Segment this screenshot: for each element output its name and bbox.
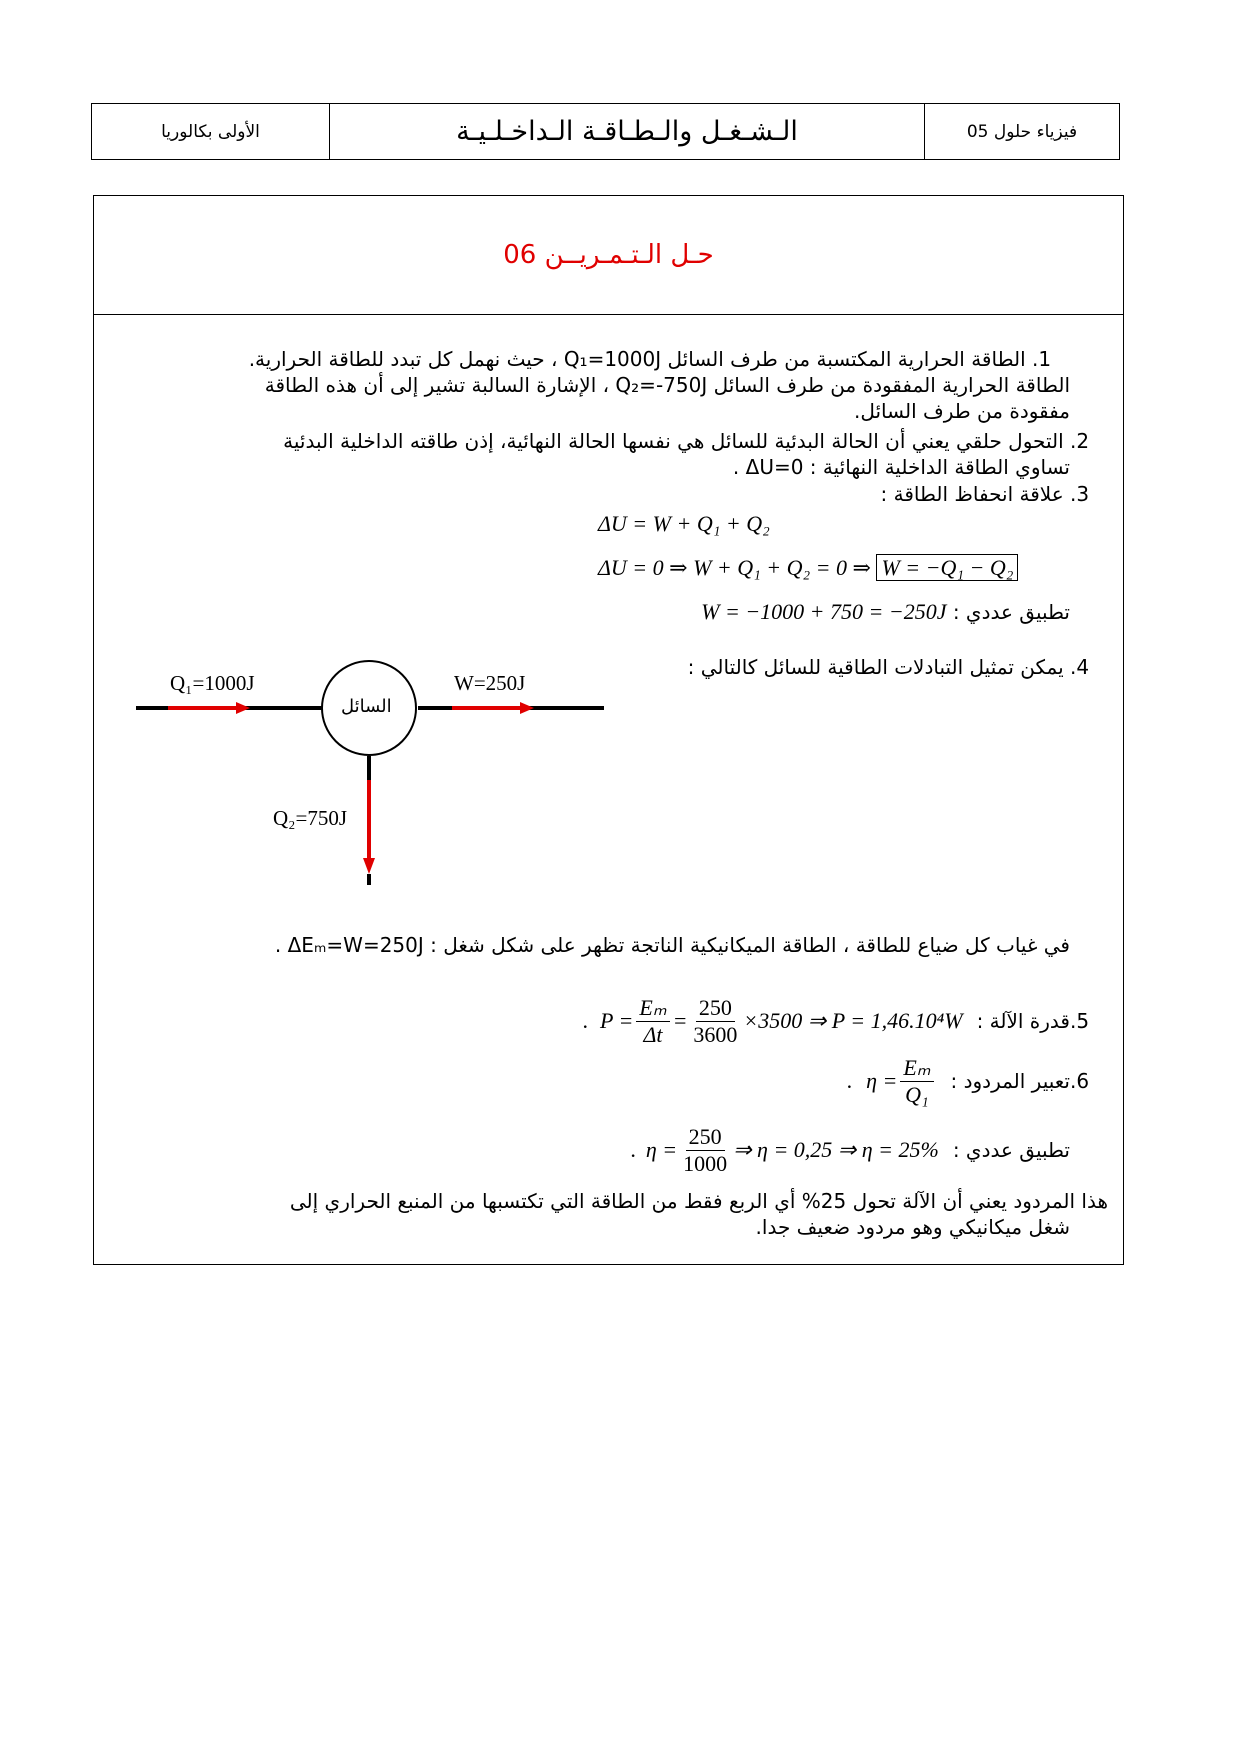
item-3-application: تطبيق عددي : W = −1000 + 750 = −250J: [701, 599, 1070, 624]
item-2-line-2: تساوي الطاقة الداخلية النهائية : ΔU=0 .: [732, 455, 1070, 479]
diagram-q1-label: Q₁=1000J: [170, 671, 255, 695]
item-5-line: .5 قدرة الآلة : . P = $\frac{\text{Eₘ}}{\Delta t}$ = $\frac{250}{3600}$ ×3500 ⇒ P = 1,46.10⁴W: [583, 986, 1108, 1056]
item-5-number: .5: [1070, 1009, 1090, 1033]
item-3-line-1: .3 علاقة انحفاظ الطاقة :: [881, 481, 1109, 507]
w-arrow-head: [520, 702, 534, 714]
fraction-em-dt: $\frac{\text{Eₘ}}{\Delta t}$: [636, 995, 669, 1048]
q1-arrow-head: [236, 702, 250, 714]
item-2-line-1: .2 التحول حلقي يعني أن الحالة البدئية للسائل هي نفسها الحالة النهائية، إذن طاقته الداخلية البدئية: [283, 428, 1108, 454]
item-1-number: .1: [1032, 347, 1052, 371]
fraction-250-3600: $\frac{250}{3600}$: [693, 994, 738, 1047]
equation-cycle: ΔU = 0 ⇒ W + Q₁ + Q₂ = 0 ⇒ W = −Q₁ − Q₂: [598, 555, 1018, 581]
efficiency-calculation: . η = $\frac{250}{1000}$ ⇒ η = 0,25 ⇒ η = 25%: [630, 1123, 939, 1176]
item-4-conclusion: في غياب كل ضياع للطاقة ، الطاقة الميكانيكية الناتجة تظهر على شكل شغل : ΔEₘ=W=250J .: [274, 933, 1070, 957]
item-4-line-1: .4 يمكن تمثيل التبادلات الطاقية للسائل كالتالي :: [688, 654, 1108, 680]
boxed-result: W = −Q₁ − Q₂: [876, 554, 1018, 581]
header-subject: فيزياء حلول 05: [966, 121, 1078, 142]
efficiency-expression: . η = $\frac{\text{Eₘ}}{\text{Q₁}}$: [847, 1055, 937, 1108]
item-1-line-3: مفقودة من طرف السائل.: [853, 399, 1070, 423]
power-equation: . P = $\frac{\text{Eₘ}}{\Delta t}$ = $\frac{250}{3600}$ ×3500 ⇒ P = 1,46.10⁴W: [582, 994, 963, 1047]
equation-energy-conservation: ΔU = W + Q₁ + Q₂: [598, 511, 770, 536]
item-2-number: .2: [1070, 429, 1090, 453]
fraction-em-q1: $\frac{\text{Eₘ}}{\text{Q₁}}$: [900, 1055, 933, 1108]
item-6-application: تطبيق عددي : . η = $\frac{250}{1000}$ ⇒ η = 0,25 ⇒ η = 25%: [630, 1123, 1070, 1176]
solution-title: حـل الـتـمـريــن 06: [94, 196, 1123, 315]
item-6-comment-line-2: شغل ميكانيكي وهو مردود ضعيف جدا.: [755, 1215, 1070, 1239]
diagram-w-label: W=250J: [454, 671, 526, 695]
item-6-comment-line-1: هذا المردود يعني أن الآلة تحول 25% أي الربع فقط من الطاقة التي تكتسبها من المنبع الحراري إلى: [289, 1189, 1108, 1213]
item-1-line-1: .1 الطاقة الحرارية المكتسبة من طرف السائل Q₁=1000J ، حيث نهمل كل تبدد للطاقة الحرارية.: [249, 346, 1070, 372]
fraction-250-1000: $\frac{250}{1000}$: [683, 1123, 728, 1176]
item-6-line: .6 تعبير المردود : . η = $\frac{\text{Eₘ}}{\text{Q₁}}$: [847, 1048, 1108, 1114]
q2-arrow-head: [363, 858, 375, 874]
header-topic: الـشـغـل والـطـاقـة الـداخـلـيـة: [330, 104, 925, 159]
application-equation: W = −1000 + 750 = −250J: [701, 599, 947, 624]
item-1-line-2: الطاقة الحرارية المفقودة من طرف السائل Q₂=-750J ، الإشارة السالبة تشير إلى أن هذه الطاقة: [264, 373, 1070, 397]
diagram-q2-label: Q₂=750J: [273, 806, 348, 830]
header-level: الأولى بكالوريا: [92, 104, 330, 159]
item-6-number: .6: [1070, 1069, 1090, 1093]
diagram-center-label: السائل: [341, 696, 392, 717]
item-4-number: .4: [1070, 655, 1090, 679]
item-3-number: .3: [1070, 482, 1090, 506]
